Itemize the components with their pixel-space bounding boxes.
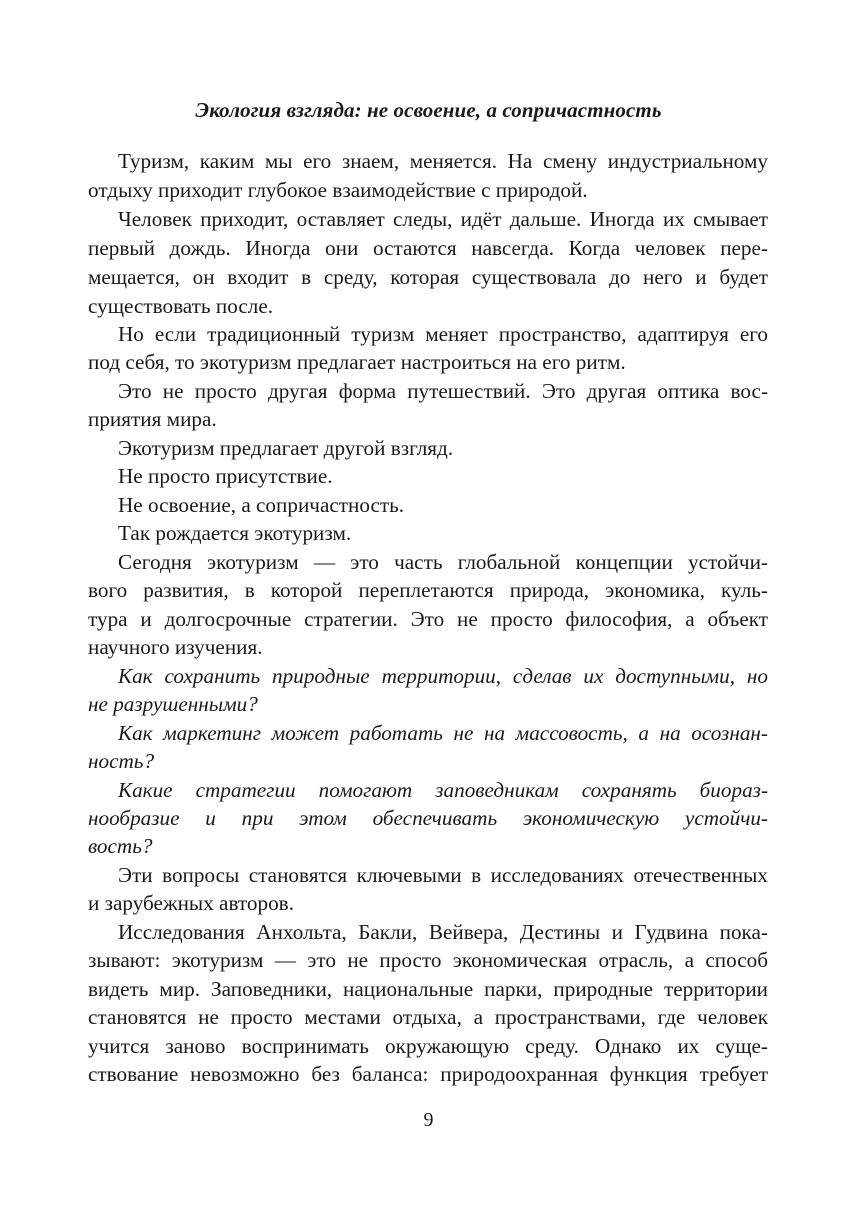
text-line: приятия мира.: [88, 407, 217, 431]
text-line: Эти вопросы становятся ключевыми в исследованиях отечественных: [118, 863, 768, 887]
question-line: Как маркетинг может работать не на массовость, а на осознан-: [118, 721, 768, 745]
question-line: нообразие и при этом обеспечивать экономическую устойчи-: [88, 806, 768, 830]
text-line: Это не просто другая форма путешествий. Это другая оптика вос-: [118, 379, 768, 403]
text-line: зывают: экотуризм — это не просто экономическая отрасль, а способ: [88, 948, 768, 972]
text-line: существовать после.: [88, 294, 274, 318]
page-number: 9: [423, 1109, 434, 1131]
text-line: Не просто присутствие.: [118, 464, 333, 488]
text-line: учится заново воспринимать окружающую среду. Однако их суще-: [88, 1034, 768, 1058]
text-line: мещается, он входит в среду, которая существовала до него и будет: [88, 265, 768, 289]
text-line: Исследования Анхольта, Бакли, Вейвера, Дестины и Гудвина пока-: [118, 920, 768, 944]
text-line: первый дождь. Иногда они остаются навсегда. Когда человек пере-: [88, 236, 768, 260]
text-line: Сегодня экотуризм — это часть глобальной концепции устойчи-: [118, 550, 768, 574]
section-heading: Экология взгляда: не освоение, а сопричастность: [195, 98, 662, 122]
question-line: не разрушенными?: [88, 692, 258, 716]
text-line: научного изучения.: [88, 635, 263, 659]
text-line: под себя, то экотуризм предлагает настроиться на его ритм.: [88, 350, 626, 374]
text-line: Человек приходит, оставляет следы, идёт дальше. Иногда их смывает: [118, 207, 768, 231]
text-line: вого развития, в которой переплетаются природа, экономика, куль-: [88, 578, 768, 602]
text-line: Туризм, каким мы его знаем, меняется. На смену индустриальному: [118, 149, 768, 173]
question-line: Какие стратегии помогают заповедникам сохранять биораз-: [118, 778, 768, 802]
text-line: Экотуризм предлагает другой взгляд.: [118, 436, 454, 460]
question-line: Как сохранить природные территории, сделав их доступными, но: [118, 664, 768, 688]
text-line: Так рождается экотуризм.: [118, 521, 352, 545]
text-line: Не освоение, а сопричастность.: [118, 493, 405, 517]
text-line: отдыху приходит глубокое взаимодействие с природой.: [88, 178, 588, 202]
text-line: видеть мир. Заповедники, национальные парки, природные территории: [88, 977, 768, 1001]
text-line: и зарубежных авторов.: [88, 891, 294, 915]
question-line: ность?: [88, 749, 155, 773]
text-line: ствование невозможно без баланса: природоохранная функция требует: [88, 1062, 768, 1086]
text-line: Но если традиционный туризм меняет пространство, адаптируя его: [118, 322, 768, 346]
text-line: тура и долгосрочные стратегии. Это не просто философия, а объект: [88, 607, 768, 631]
text-line: становятся не просто местами отдыха, а пространствами, где человек: [88, 1005, 768, 1029]
question-line: вость?: [88, 834, 153, 858]
